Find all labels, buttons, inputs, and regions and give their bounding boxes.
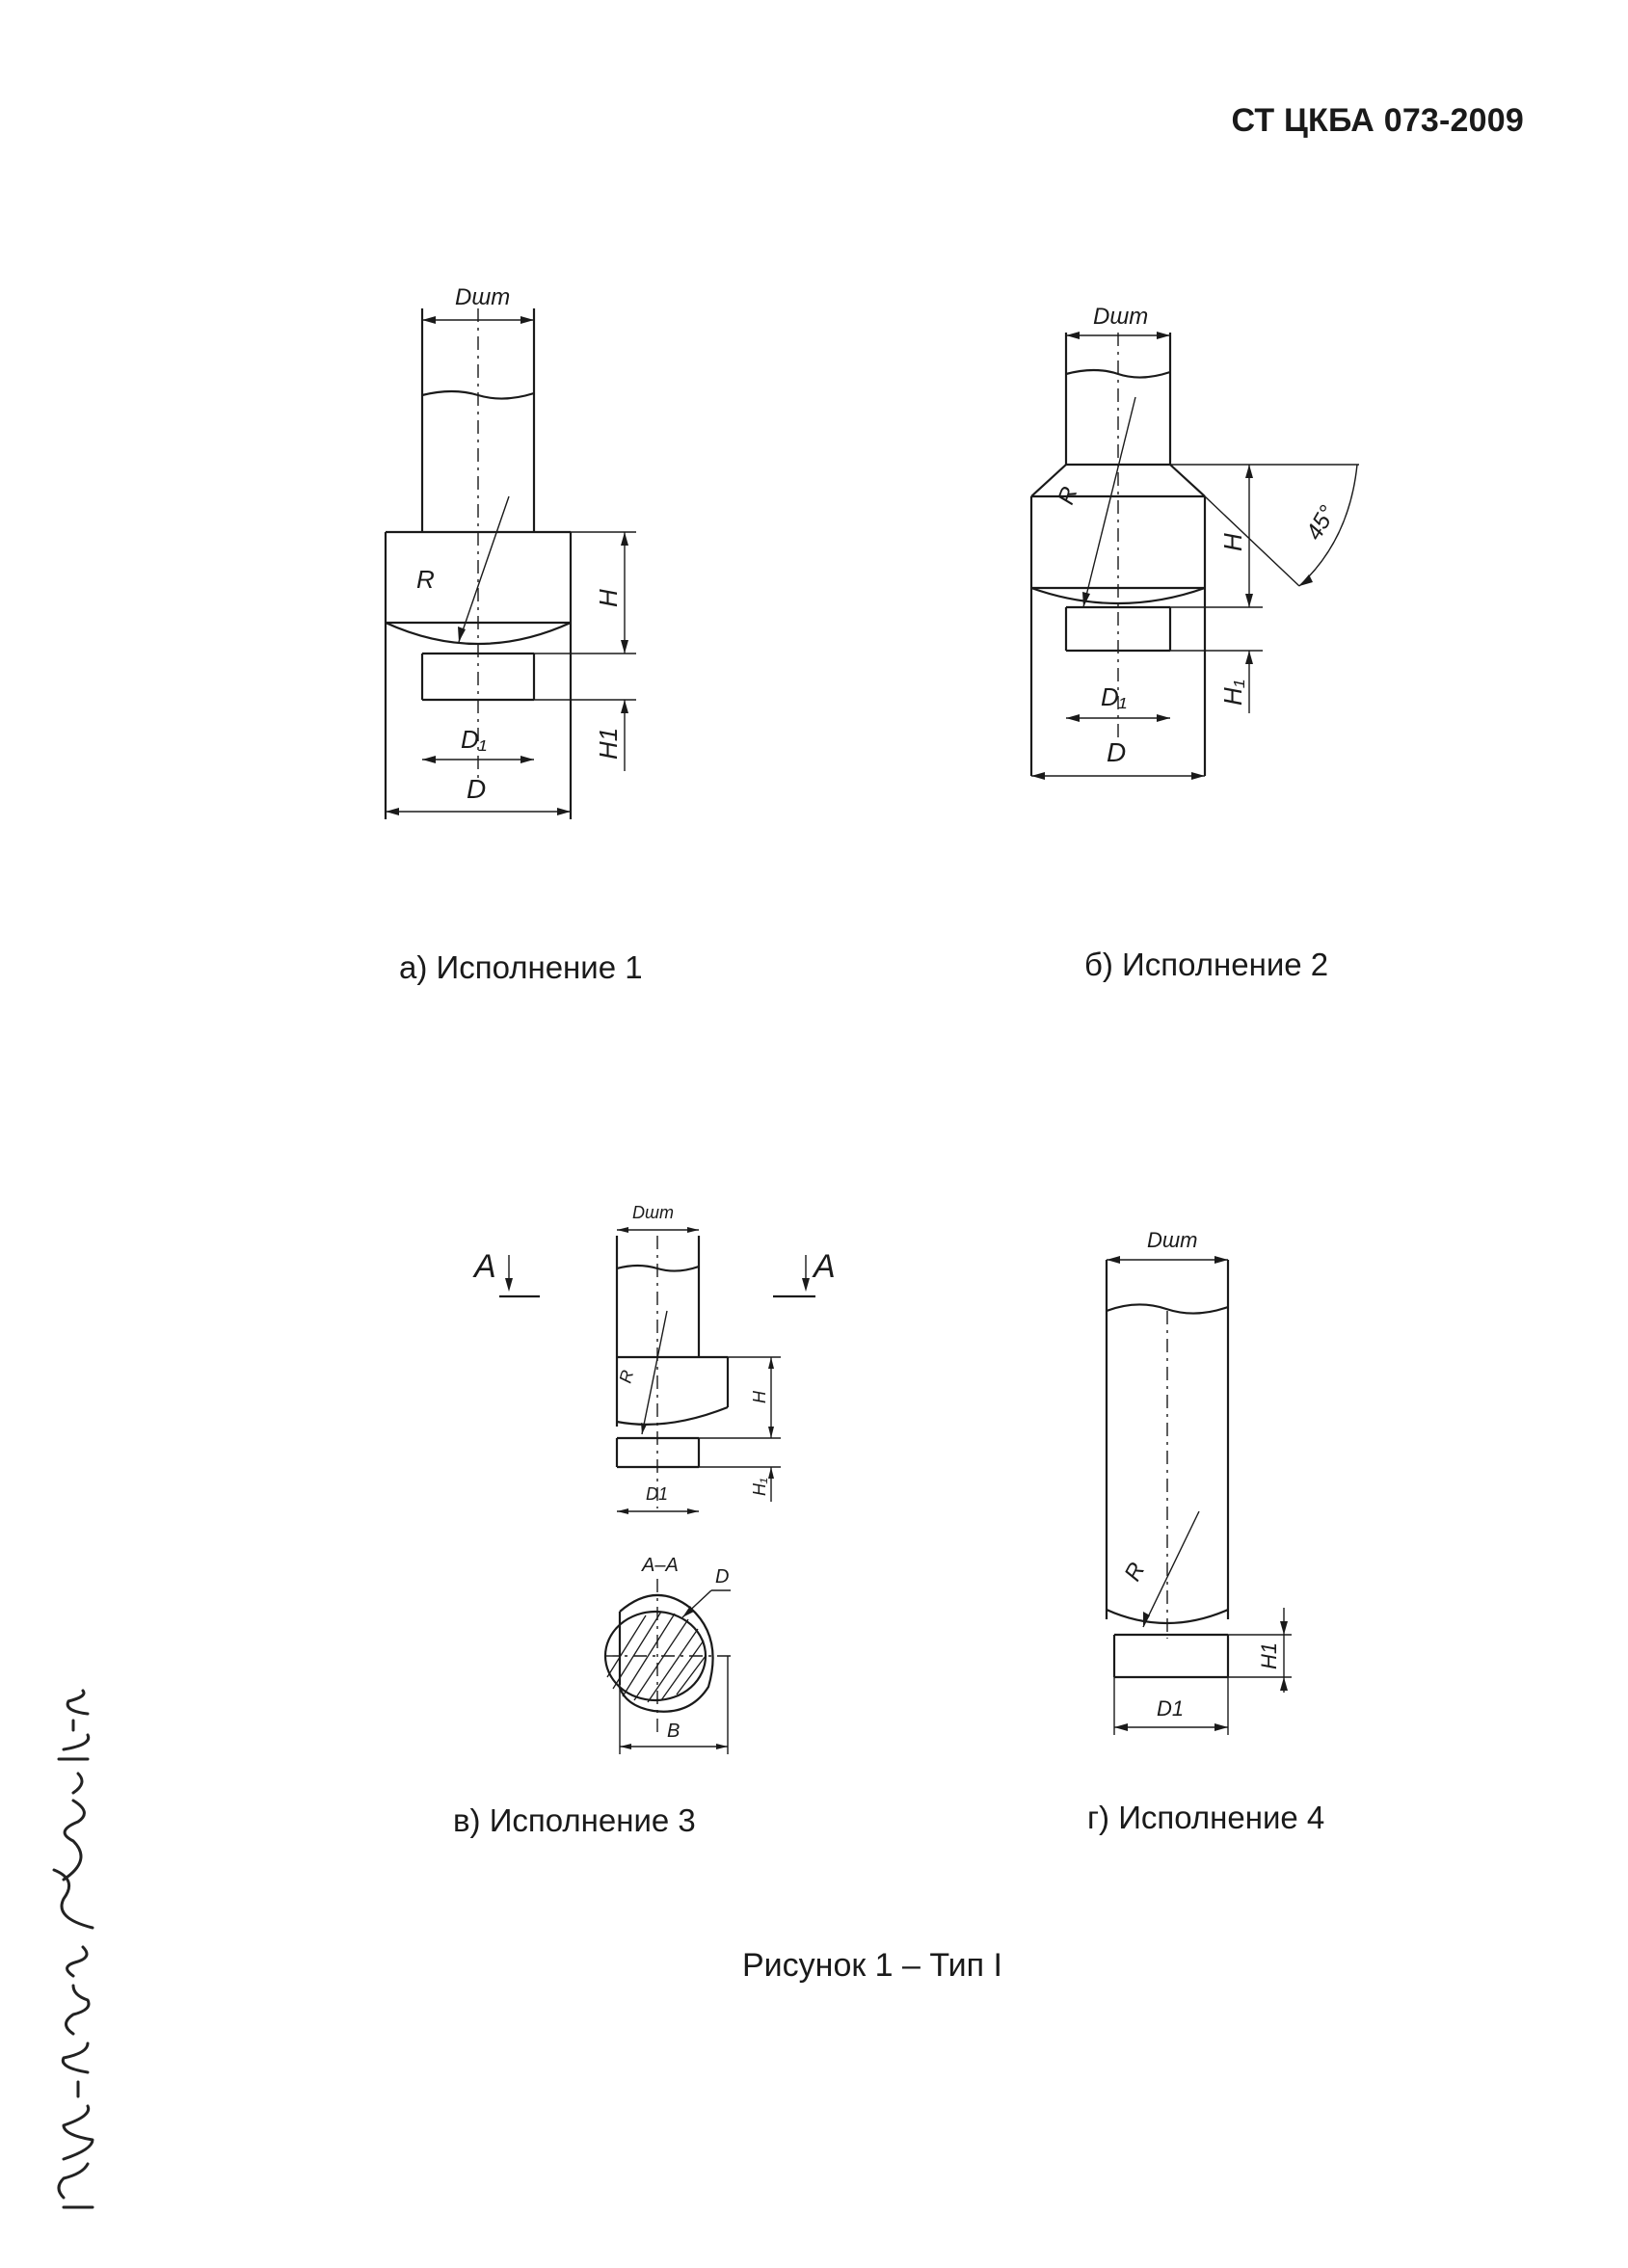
label-h1: H1 [594, 727, 623, 760]
label-d1-b: D₁ [1101, 682, 1127, 711]
label-angle: 45° [1300, 501, 1342, 545]
label-h1-b: H₁ [1218, 680, 1247, 706]
caption-version-3: в) Исполнение 3 [453, 1802, 696, 1838]
label-d1: D₁ [461, 725, 487, 754]
label-r-v: R [615, 1368, 638, 1386]
caption-version-1: а) Исполнение 1 [399, 949, 643, 985]
handwritten-registration-signature [35, 1687, 112, 2227]
label-h-b: H [1218, 533, 1247, 551]
drawing-version-4 [1070, 1224, 1321, 1745]
caption-version-4: г) Исполнение 4 [1087, 1800, 1325, 1835]
document-code: СТ ЦКБА 073-2009 [1231, 102, 1524, 139]
section-title: А–А [642, 1555, 679, 1576]
drawing-version-3 [463, 1195, 848, 1774]
section-mark-right: А [814, 1248, 836, 1285]
label-d1-g: D1 [1157, 1696, 1185, 1721]
drawing-version-2 [1012, 289, 1378, 790]
label-h1-v: H₁ [750, 1478, 769, 1496]
label-r-g: R [1119, 1558, 1151, 1586]
label-h: H [594, 589, 623, 607]
label-h1-g: H1 [1257, 1641, 1281, 1669]
label-d: D [467, 774, 487, 804]
label-d-v: D [715, 1566, 730, 1588]
label-dsht-b: Dшт [1093, 304, 1149, 330]
label-h-v: H [750, 1391, 769, 1403]
label-dsht: Dшт [455, 284, 511, 310]
section-mark-left: А [474, 1248, 496, 1285]
figure-title: Рисунок 1 – Тип I [742, 1947, 1002, 1984]
label-dsht-v: Dшт [632, 1203, 674, 1222]
drawing-version-1 [366, 280, 675, 839]
label-dsht-g: Dшт [1147, 1228, 1198, 1252]
label-r: R [416, 565, 435, 594]
caption-version-2: б) Исполнение 2 [1084, 947, 1329, 982]
label-b: B [667, 1721, 681, 1742]
label-r-b: R [1053, 483, 1083, 509]
label-d1-v: D1 [646, 1484, 669, 1504]
label-d-b: D [1107, 737, 1127, 767]
